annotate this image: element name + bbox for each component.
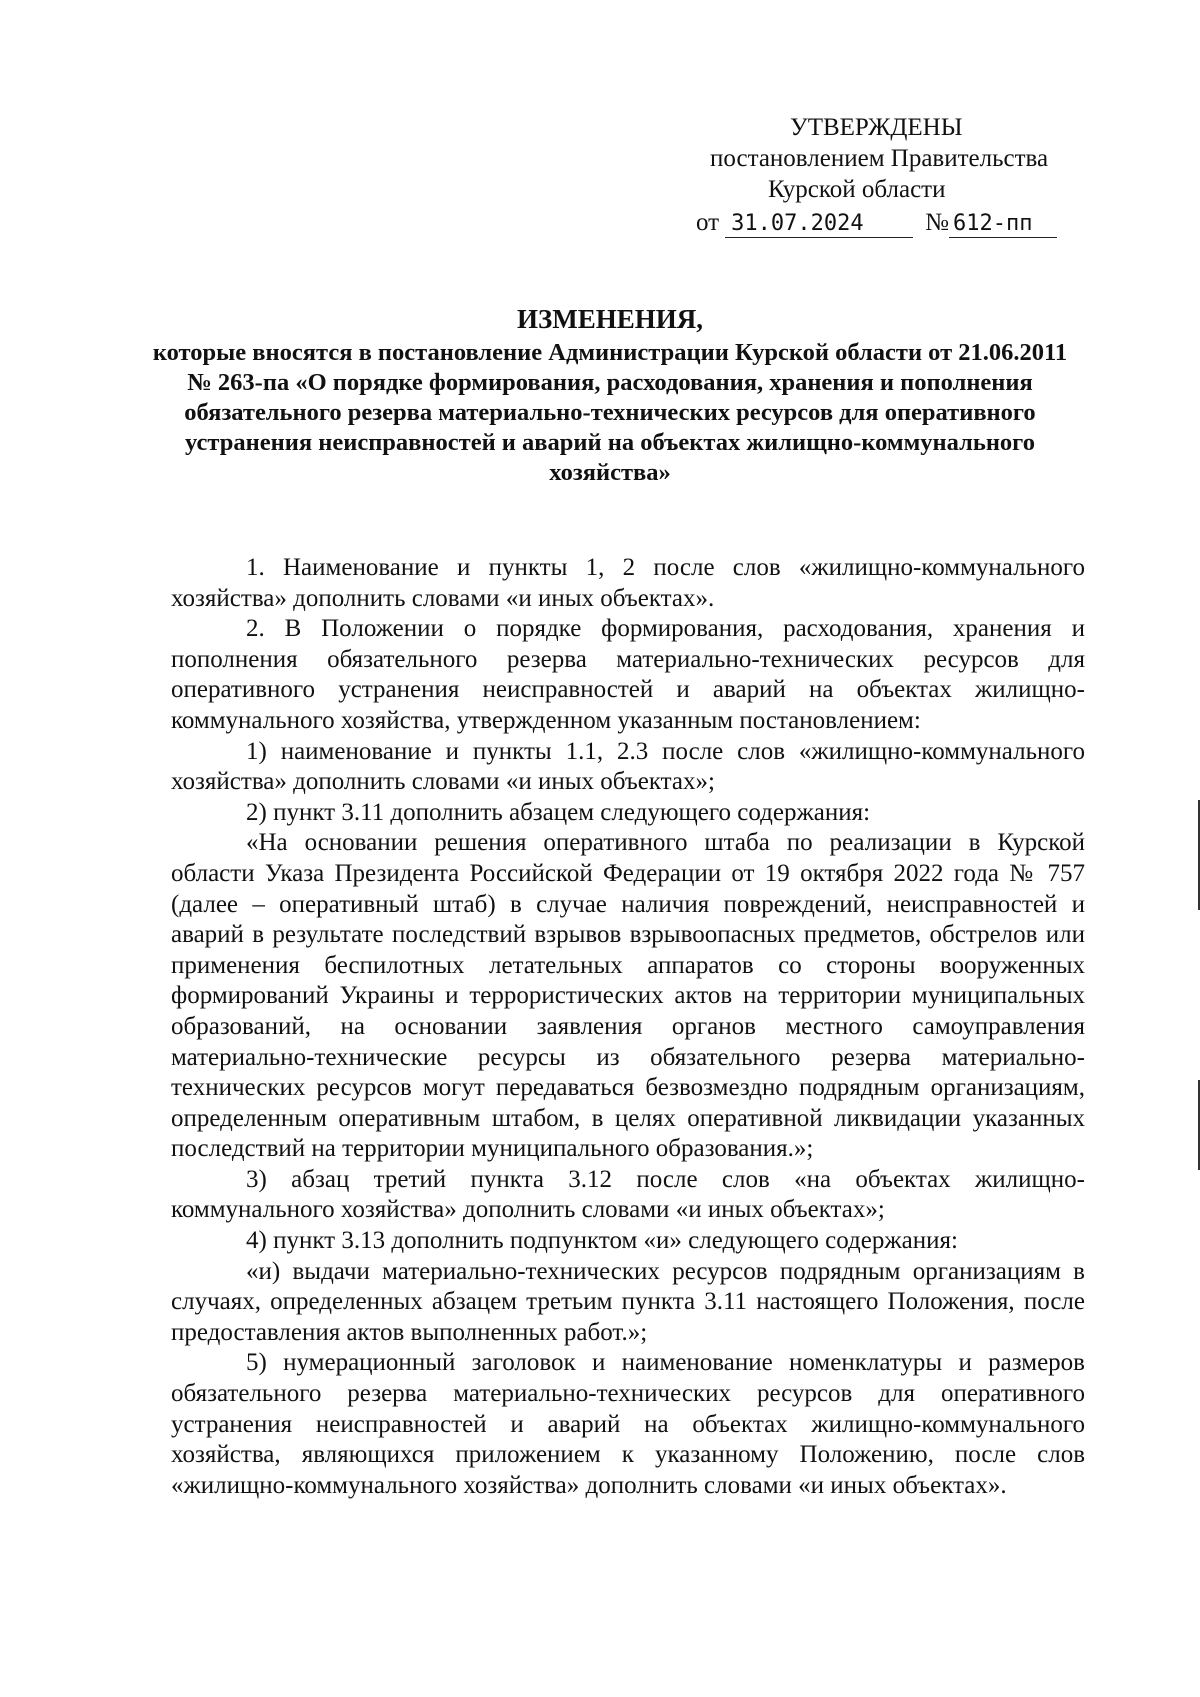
number-prefix: №	[925, 209, 949, 236]
paragraph-2-4-quote: «и) выдачи материально-технических ресурсов подрядным организациям в случаях, определенных абзацем третьим пункта 3.11 настоящего Положения, после предоставления актов выполненных работ.»;	[171, 1257, 1085, 1346]
paragraph-2-2: 2) пункт 3.11 дополнить абзацем следующего содержания:	[246, 798, 871, 826]
paragraph-2: 2. В Положении о порядке формирования, расходования, хранения и пополнения обязательного резерва материально-технических ресурсов для оперативного устранения неисправностей и аварий на объектах жилищно-коммунального хозяйства, утвержденном указанным постановлением:	[171, 615, 1085, 734]
paragraph-1: 1. Наименование и пункты 1, 2 после слов «жилищно-коммунального хозяйства» дополнить словами «и иных объектах».	[171, 554, 1085, 612]
approval-issuer: постановлением Правительства	[710, 145, 1049, 172]
paragraph-2-5: 5) нумерационный заголовок и наименование номенклатуры и размеров обязательного резерва материально-технических ресурсов для оперативного устранения неисправностей и аварий на объектах жилищно-коммунального хозяйства, являющихся приложением к указанному Положению, после слов «жилищно-коммунального хозяйства» дополнить словами «и иных объектах».	[171, 1349, 1085, 1499]
paragraph-2-4: 4) пункт 3.13 дополнить подпунктом «и» следующего содержания:	[246, 1227, 958, 1255]
approval-stamp-block	[680, 112, 1100, 238]
paragraph-2-3: 3) абзац третий пункта 3.12 после слов «на объектах жилищно-коммунального хозяйства» дополнить словами «и иных объектах»;	[171, 1165, 1085, 1224]
approval-region: Курской области	[768, 176, 946, 203]
approval-date-number-row	[680, 207, 1100, 238]
paragraph-2-1: 1) наименование и пункты 1.1, 2.3 после слов «жилищно-коммунального хозяйства» дополнить словами «и иных объектах»;	[171, 737, 1085, 796]
paragraph-2-2-quote: «На основании решения оперативного штаба по реализации в Курской области Указа Президента Российской Федерации от 19 октября 2022 года № 757 (далее – оперативный штаб) в случае наличия повреждений, неисправностей и аварий в результате последствий взрывов взрывоопасных предметов, обстрелов или применения беспилотных летательных аппаратов со стороны вооруженных формирований Украины и террористических актов на территории муниципальных образований, на основании заявления органов местного самоуправления материально-технические ресурсы из обязательного резерва материально-технических ресурсов могут передаваться безвозмездно подрядным организациям, определенным оперативным штабом, в целях оперативной ликвидации указанных последствий на территории муниципального образования.»;	[171, 829, 1085, 1163]
document-title: ИЗМЕНЕНИЯ,	[516, 304, 703, 334]
document-title-block	[150, 302, 1070, 488]
document-subtitle: которые вносятся в постановление Администрации Курской области от 21.06.2011 № 263-па «О порядке формирования, расходования, хранения и пополнения обязательного резерва материально-технических ресурсов для оперативного устранения неисправностей и аварий на объектах жилищно-коммунального хозяйства»	[152, 339, 1068, 486]
approval-date-field: 31.07.2024	[725, 211, 913, 238]
approval-number-field: 612-пп	[949, 211, 1057, 238]
date-prefix: от	[696, 209, 720, 236]
document-body	[171, 553, 1085, 1501]
approval-heading: УТВЕРЖДЕНЫ	[790, 114, 963, 141]
